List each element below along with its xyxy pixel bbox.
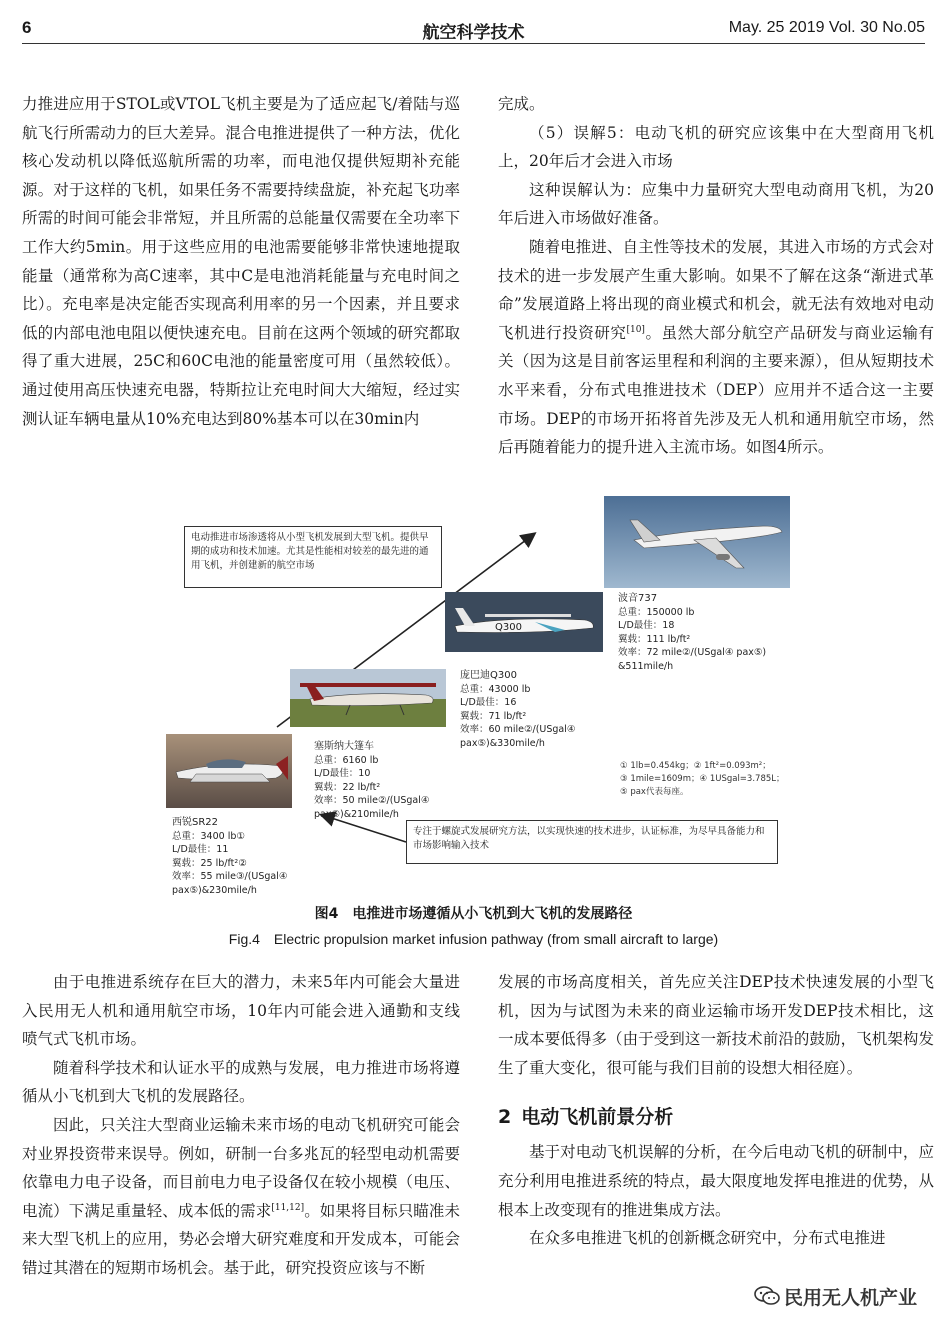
- aircraft-name: 西锐SR22: [172, 817, 219, 828]
- efficiency: 效率：60 mile②/(USgal④ pax⑤)&330mile/h: [460, 724, 576, 749]
- section-title: 电动飞机前景分析: [521, 1106, 674, 1129]
- lift-drag: L/D最佳：16: [460, 697, 517, 708]
- speed: &511mile/h: [618, 660, 674, 672]
- figure-caption-cn: 图4 电推进市场遵循从小飞机到大飞机的发展路径: [314, 906, 633, 922]
- misconception-5-heading: （5）误解5：电动飞机的研究应该集中在大型商用飞机上，20年后才会进入市场: [498, 123, 934, 171]
- wechat-watermark: [750, 1281, 921, 1311]
- left-column-bottom: [22, 968, 460, 1283]
- note-line: ⑤ pax代表每座。: [620, 787, 689, 797]
- figure-caption-en: Fig.4 Electric propulsion market infusion pathway (from small aircraft to large): [228, 931, 719, 947]
- lift-drag: L/D最佳：11: [172, 844, 229, 855]
- cirrus-sr22-photo: [166, 734, 292, 808]
- lift-drag: L/D最佳：10: [314, 768, 371, 779]
- efficiency: 效率：50 mile②/(USgal④ pax⑤)&210mile/h: [314, 795, 430, 820]
- note-line: ③ 1mile=1609m；④ 1USgal=3.785L；: [620, 774, 785, 784]
- q300-photo: [445, 592, 603, 652]
- efficiency: 效率：55 mile③/(USgal④ pax⑤)&230mile/h: [172, 871, 288, 896]
- lift-drag: L/D最佳：18: [618, 620, 675, 631]
- section-heading: [498, 1102, 934, 1132]
- watermark-text: 民用无人机产业: [783, 1286, 917, 1309]
- wing-loading: 翼载：22 lb/ft²: [314, 781, 381, 793]
- gross-weight: 总重：3400 lb①: [172, 830, 245, 842]
- paragraph: 随着科学技术和认证水平的成熟与发展，电力推进市场将遵循从小飞机到大飞机的发展路径。: [22, 1058, 460, 1106]
- callout-spiral-development: 专注于螺旋式发展研究方法，以实现快速的技术进步，认证标准，为尽早具备能力和市场影响输入技术: [406, 820, 778, 864]
- figure-4: [162, 492, 792, 896]
- page-number: 6: [22, 18, 32, 37]
- gross-weight: 总重：150000 lb: [618, 606, 695, 618]
- wing-loading: 翼载：111 lb/ft²: [618, 633, 691, 645]
- aircraft-name: 波音737: [618, 593, 658, 604]
- paragraph: 这种误解认为：应集中力量研究大型电动商用飞机，为20年后进入市场做好准备。: [498, 180, 934, 228]
- cirrus-sr22-specs: [172, 816, 372, 897]
- wing-loading: 翼载：25 lb/ft²②: [172, 857, 247, 869]
- cessna-caravan-specs: [314, 740, 514, 821]
- wing-loading: 翼载：71 lb/ft²: [460, 710, 527, 722]
- aircraft-name: 庞巴迪Q300: [460, 670, 517, 681]
- section-number: 2: [498, 1106, 512, 1129]
- aircraft-name: 塞斯纳大篷车: [314, 741, 374, 752]
- page-header: [22, 14, 925, 44]
- boeing-737-photo: [604, 496, 790, 588]
- paragraph: 随着电推进、自主性等技术的发展，其进入市场的方式会对技术的进一步发展产生重大影响。如果不了解在这条“渐进式革命”发展道路上将出现的商业模式和机会，就无法有效地对电动飞机进行投资研究[10]。虽然大部分航空产品研发与商业运输有关（因为这是目前客运里程和利润的主要来源），但从短期技术水平来看，分布式电推进技术（DEP）应用并不适合这一主要市场。DEP的市场开拓将首先涉及无人机和通用航空市场，然后再随着能力的提升进入主流市场。如图4所示。: [498, 237, 934, 457]
- boeing-737-specs: [618, 592, 788, 673]
- note-line: ① 1lb=0.454kg；② 1ft²=0.093m²；: [620, 761, 771, 771]
- citation: [10]: [626, 324, 645, 335]
- callout-market-penetration: 电动推进市场渗透将从小型飞机发展到大型飞机。提供早期的成功和技术加速。尤其是性能相对较差的最先进的通用飞机，并创建新的航空市场: [184, 526, 442, 588]
- wechat-icon: [754, 1285, 780, 1307]
- q300-specs: [460, 669, 660, 750]
- right-column-bottom: [498, 968, 934, 1253]
- paragraph-end: 完成。: [498, 95, 545, 113]
- paragraph: 因此，只关注大型商业运输未来市场的电动飞机研究可能会对业界投资带来误导。例如，研制一台多兆瓦的轻型电动机需要依靠电力电子设备，而目前电力电子设备仅在较小规模（电压、电流）下满足重量轻、成本低的需求[11,12]。如果将目标只瞄准未来大型飞机上的应用，势必会增大研究难度和开发成本，可能会错过其潜在的短期市场机会。基于此，研究投资应该与不断: [22, 1115, 460, 1277]
- q300-livery-text: Q300: [495, 622, 522, 633]
- gross-weight: 总重：43000 lb: [460, 683, 531, 695]
- cessna-caravan-photo: [290, 669, 446, 727]
- issue-info: May. 25 2019 Vol. 30 No.05: [728, 19, 925, 36]
- journal-name: 航空科学技术: [422, 23, 525, 43]
- paragraph: 基于对电动飞机误解的分析，在今后电动飞机的研制中，应充分利用电推进系统的特点，最大限度地发挥电推进的优势，从根本上改变现有的推进集成方法。: [498, 1143, 934, 1219]
- paragraph: 在众多电推进飞机的创新概念研究中，分布式电推进: [529, 1229, 886, 1248]
- paragraph-continued: 发展的市场高度相关，首先应关注DEP技术快速发展的小型飞机，因为与试图为未来的商业运输市场开发DEP技术相比，这一成本要低得多（由于受到这一新技术前沿的鼓励，飞机架构发生了重大变化，很可能与我们目前的设想大相径庭）。: [498, 973, 934, 1077]
- left-column-top: [22, 90, 460, 433]
- paragraph: 由于电推进系统存在巨大的潜力，未来5年内可能会大量进入民用无人机和通用航空市场，10年内可能会进入通勤和支线喷气式飞机市场。: [22, 973, 460, 1049]
- citation: [11,12]: [271, 1202, 305, 1213]
- gross-weight: 总重：6160 lb: [314, 754, 379, 766]
- unit-notes: [620, 760, 790, 799]
- right-column-top: [498, 90, 934, 462]
- efficiency: 效率：72 mile②/(USgal④ pax⑤): [618, 647, 767, 658]
- paragraph-continued: 力推进应用于STOL或VTOL飞机主要是为了适应起飞/着陆与巡航飞行所需动力的巨大差异。混合电推进提供了一种方法，优化核心发动机以降低巡航所需的功率，而电池仅提供短期补充能源。对于这样的飞机，如果任务不需要持续盘旋，补充起飞功率所需的时间可能会非常短，并且所需的总能量仅需要在全功率下工作大约5min。用于这些应用的电池需要能够非常快速地提取能量（通常称为高C速率，其中C是电池消耗能量与充电时间之比）。充电率是决定能否实现高利用率的另一个因素，并且要求低的内部电池电阻以便快速充电。目前在这两个领域的研究都取得了重大进展，25C和60C电池的能量密度可用（虽然较低）。通过使用高压快速充电器，特斯拉让充电时间大大缩短，经过实测认证车辆电量从10%充电达到80%基本可以在30min内: [22, 95, 460, 428]
